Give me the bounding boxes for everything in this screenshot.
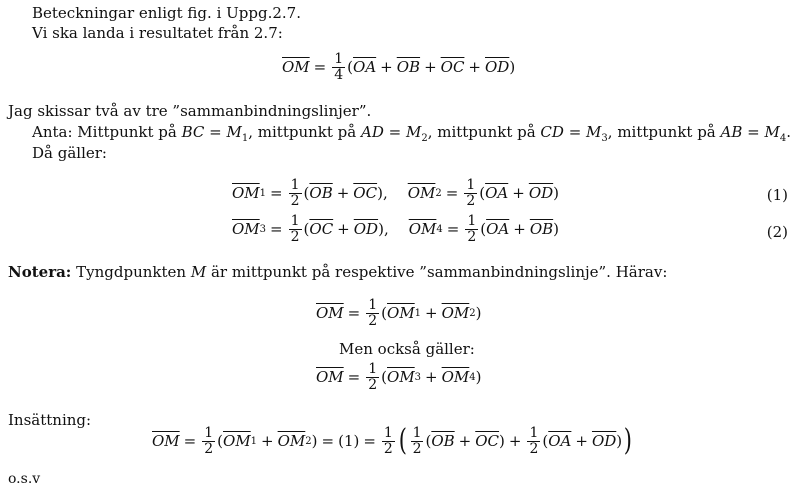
line-note: Notera: Tyngdpunkten M är mittpunkt på respektive ”sammanbindningslinje”. Härav: bbox=[8, 263, 668, 281]
equation-om-34: $\overline{OM}$ = $\frac{1}{2}$ ( $\overline{OM}$ 3 + $\overline{OM}$ 4 ) bbox=[316, 361, 482, 393]
line-also: Men också gäller: bbox=[339, 340, 475, 358]
line-goal: Vi ska landa i resultatet från 2.7: bbox=[32, 24, 283, 42]
equation-substitution: $\overline{OM}$ = $\frac{1}{2}$ ( $\overline{OM}$ 1 + $\overline{OM}$ 2 ) = (1) = $\frac{1}{2}$ ( $\frac{1}{2}$ ( $\overline{OB}$ + $\overline{OC}$ ) + $\frac{1}{2}$ ( $\overline{OA}$ + $\overline{OD}$ ) ) bbox=[152, 423, 633, 459]
equation-2: $\overline{OM}$ 3 = $\frac{1}{2}$ ( $\overline{OC}$ + $\overline{OD}$ ) , $\overline{OM}$ 4 = $\frac{1}{2}$ ( $\overline{OA}$ + $\overline{OB}$ ) bbox=[232, 213, 560, 245]
equation-number-2: (2) bbox=[766, 223, 788, 241]
line-then: Då gäller: bbox=[32, 144, 107, 162]
equation-1: $\overline{OM}$ 1 = $\frac{1}{2}$ ( $\overline{OB}$ + $\overline{OC}$ ) , $\overline{OM}$ 2 = $\frac{1}{2}$ ( $\overline{OA}$ + $\overline{OD}$ ) bbox=[232, 177, 560, 209]
line-sketch: Jag skissar två av tre ”sammanbindningslinjer”. bbox=[8, 102, 372, 120]
equation-number-1: (1) bbox=[766, 186, 788, 204]
line-osv: o.s.v bbox=[8, 471, 41, 487]
line-insert: Insättning: bbox=[8, 411, 92, 429]
line-notation: Beteckningar enligt fig. i Uppg.2.7. bbox=[32, 4, 301, 22]
line-assume: Anta: Mittpunkt på BC = $M_1$, mittpunkt på AD = $M_2$, mittpunkt på CD = $M_3$, mittpunkt på AB = $M_4$. bbox=[32, 123, 791, 144]
equation-om-12: $\overline{OM}$ = $\frac{1}{2}$ ( $\overline{OM}$ 1 + $\overline{OM}$ 2 ) bbox=[316, 297, 482, 329]
equation-centroid: $\overline{OM}$ = $\frac{1}{4}$ ( $\overline{OA}$ + $\overline{OB}$ + $\overline{OC}$ + $\overline{OD}$ ) bbox=[282, 51, 516, 83]
